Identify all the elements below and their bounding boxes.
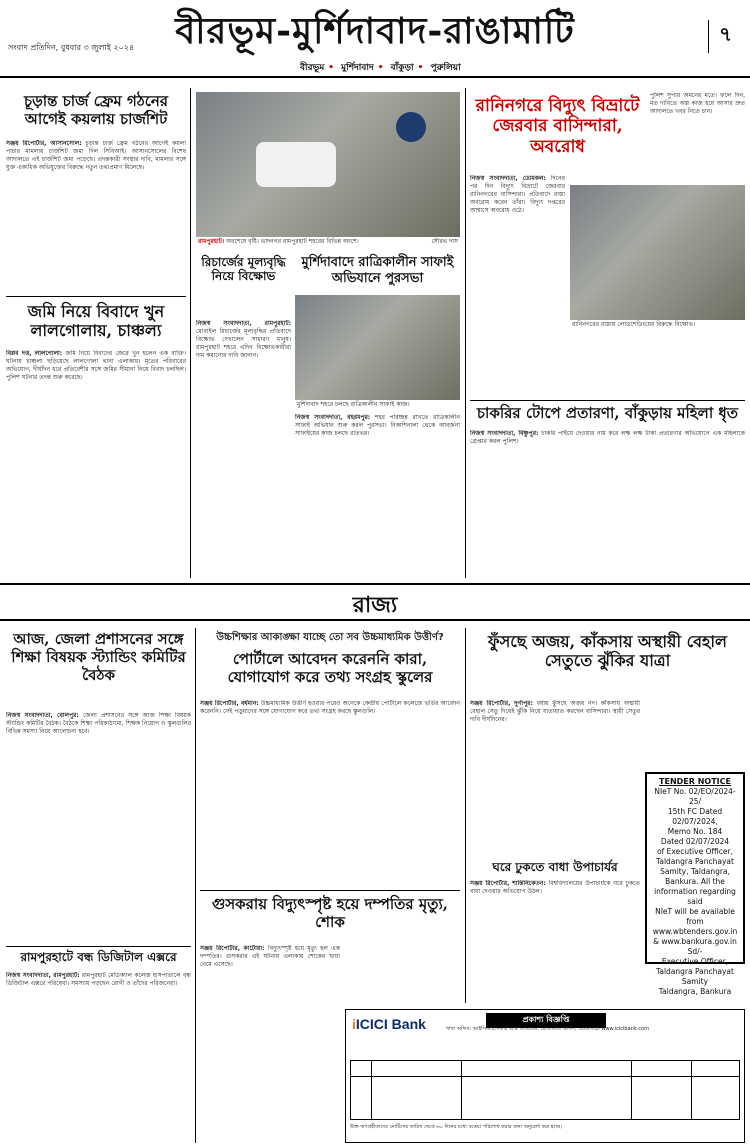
district-purulia[interactable]: পুরুলিয়া [430,63,461,73]
street-photo [196,92,460,247]
electricity-photo [570,185,745,330]
electrocution-body: সঞ্জয় রিপোর্টার, কাটোয়া: বিদ্যুৎস্পৃষ্ট হয়ে মৃত্যু হল এক দম্পতির। গুসকরার এই ঘটনায় এলাকায় শোকের ছায়া নেমে এসেছে। [200,945,340,968]
masthead [0,0,750,78]
bank-notice-text: শাখা অফিস: আইসিআইসিআই ব্যাঙ্ক লিমিটেড, রেজিস্টার্ড অফিস, ওয়েবসাইট www.icicibank.com [446,1026,649,1032]
district-bankura[interactable]: বাঁকুড়া [390,63,414,73]
section-header [0,583,750,621]
electricity-body: নিজস্ব সংবাদদাতা, ডোমকল: দিনের পর দিন বিদ্যুৎ বিভ্রাটে জেরবার রানিনগরের বাসিন্দারা। প্রতিবাদে রাস্তা অবরোধ করেন তাঁরা। বিদ্যুৎ দপ্তরের আশ্বাসে অবরোধ ওঠে। [470,175,565,214]
portal-kicker: উচ্চশিক্ষার আকাঙ্ক্ষা যাচ্ছে তো সব উচ্চমাধ্যমিক উত্তীর্ণ? [216,632,444,643]
divider [6,296,186,297]
bank-notice-title: প্রকাশ্য বিজ্ঞপ্তি [486,1013,606,1028]
digital-headline[interactable]: রামপুরহাটে বন্ধ ডিজিটাল এক্সরে [20,950,177,964]
column-rule [190,88,191,578]
cleaning-photo-caption: মুর্শিদাবাদ শহরে চলছে রাত্রিকালীন সাফাই কাজ। [295,400,460,410]
column-rule [195,628,196,1143]
page-number: ৭ [708,20,732,53]
education-headline[interactable]: আজ, জেলা প্রশাসনের সঙ্গে শিক্ষা বিষয়ক স্ট্যান্ডিং কমিটির বৈঠক [11,630,186,684]
land-headline[interactable]: জমি নিয়ে বিবাদে খুন লালগোলায়, চাঞ্চল্য [27,302,165,341]
bridge-headline[interactable]: ফুঁসছে অজয়, কাঁকসায় অস্থায়ী বেহাল সেতুতে ঝুঁকির যাত্রা [488,632,727,671]
job-fraud-headline[interactable]: চাকরির টোপে প্রতারণা, বাঁকুড়ায় মহিলা ধৃত [476,404,739,422]
portal-headline[interactable]: পোর্টালে আবেদন করেননি কারা, যোগাযোগ করে তথ্য সংগ্রহ স্কুলের [227,650,433,686]
electricity-headline[interactable]: রানিনগরে বিদ্যুৎ বিভ্রাটে জেরবার বাসিন্দারা, অবরোধ [475,96,640,157]
cleaning-headline[interactable]: মুর্শিদাবাদে রাত্রিকালীন সাফাই অভিযানে পুরসভা [301,255,454,286]
bank-notice-footer: উক্ত ঋণগ্রহীতাদের নোটিসের তারিখ থেকে ৬০ দিনের মধ্যে বকেয়া পরিশোধ করার জন্য অনুরোধ করা হচ্ছে। [350,1124,563,1130]
page-title: বীরভূম-মুর্শিদাবাদ-রাঙামাটি [175,10,575,52]
cleaning-photo [295,295,460,410]
coal-byline: সঞ্জয় রিপোর্টার, আসানসোল: [6,140,82,147]
electrocution-headline[interactable]: গুসকরায় বিদ্যুৎস্পৃষ্ট হয়ে দম্পতির মৃত্যু, শোক [211,895,449,931]
education-body: নিজস্ব সংবাদদাতা, বোলপুর: জেলা প্রশাসনের সঙ্গে আজ শিক্ষা বিষয়ক স্ট্যান্ডিং কমিটির বৈঠক। বৈঠকে শিক্ষা পরিকাঠামো, শিক্ষক নিয়োগ ও স্কুলগুলির বিভিন্ন সমস্যা নিয়ে আলোচনা হবে। [6,712,191,735]
coal-text: চূড়ান্ত চার্জ ফ্রেম গঠনের আগেই কয়লা পাচার মামলায় চার্জশিট জমা দিল সিবিআই। আসানসোলের বিশেষ আদালতে এই চার্জশিট জমা পড়েছে। তদন্তকারী সংস্থার দাবি, মামলার সঙ্গে যুক্ত একাধিক অভিযুক্তের বিরুদ্ধে নতুন তথ্যপ্রমাণ মিলেছে। [6,140,186,171]
digital-body: নিজস্ব সংবাদদাতা, রামপুরহাট: রামপুরহাট মেডিক্যাল কলেজ হাসপাতালে বন্ধ ডিজিটাল এক্সরে পরিষেবা। সমস্যায় পড়ছেন রোগী ও তাঁদের পরিজনেরা। [6,972,191,987]
district-murshidabad[interactable]: মুর্শিদাবাদ [341,63,374,73]
land-body [6,350,186,575]
column-rule [465,88,466,578]
bridge-body: সঞ্জয় রিপোর্টার, দুর্গাপুর: বর্ষায় ফুঁসছে অজয় নদ। কাঁকসায় অস্থায়ী বেহাল সেতু দিয়েই ঝুঁকি নিয়ে যাতায়াত করছেন বাসিন্দারা। স্থায়ী সেতুর দাবি দীর্ঘদিনের। [470,700,640,723]
page-date: সংবাদ প্রতিদিন, বুধবার ৩ জুলাই ২০২৪ [8,43,135,52]
electricity-photo-caption: রানিনগরের রাস্তায় লোডশেডিংয়ের বিরুদ্ধে বিক্ষোভ। [570,320,745,330]
job-fraud-body: নিজস্ব সংবাদদাতা, বিষ্ণুপুর: চাকরি পাইয়ে দেওয়ার নাম করে লক্ষ লক্ষ টাকা প্রতারণার অভিযোগে এক মহিলাকে গ্রেপ্তার করল পুলিশ। [470,430,745,445]
home-headline[interactable]: ঘরে ঢুকতে বাধা উপাচার্যর [492,860,618,874]
recharge-body: নিজস্ব সংবাদদাতা, রামপুরহাট: মোবাইল রিচার্জের মূল্যবৃদ্ধির প্রতিবাদে বিক্ষোভ দেখালেন সাধারণ মানুষ। রামপুরহাট শহরে এদিন বিক্ষোভকারীরা দাম কমানোর দাবি জানান। [196,320,291,359]
cleaning-body: নিজস্ব সংবাদদাতা, বহরমপুর: শহর পরিচ্ছন্ন রাখতে রাত্রিকালীন সাফাই অভিযান শুরু করল পুরসভা। নিকাশিনালা থেকে আবর্জনা সাফাইয়ের কাজ চলছে রাতভর। [295,414,460,437]
land-text: জমি নিয়ে বিবাদের জেরে খুন হলেন এক ব্যক্তি। ঘটনায় চাঞ্চল্য ছড়িয়েছে লালগোলা থানা এলাকায়। মৃতের পরিবারের অভিযোগ, দীর্ঘদিন ধরে প্রতিবেশীর সঙ্গে জমির সীমানা নিয়ে বিবাদ চলছিল। পুলিশ ঘটনার তদন্ত শুরু করেছে। [6,350,186,381]
section-title: রাজ্য [352,592,398,618]
icici-logo: iICICI Bank [352,1016,426,1032]
divider [470,400,745,401]
bank-notice [345,1009,745,1143]
district-birbhum[interactable]: বীরভূম [300,63,325,73]
home-body: সঞ্জয় রিপোর্টার, শান্তিনিকেতন: বিশ্ববিদ্যালয়ের উপাচার্যকে ঘরে ঢুকতে বাধা দেওয়ার অভিযোগ উঠল। [470,880,640,895]
recharge-headline[interactable]: রিচার্জের মূল্যবৃদ্ধি নিয়ে বিক্ষোভ [201,255,286,284]
tender-notice: TENDER NOTICE NIeT No. 02/EO/2024-25/ 15th FC Dated 02/07/2024, Memo No. 184 Dated 02/07/2024 of Executive Officer, Taldangra Panchayat Samity, Taldangra, Bankura. All the information regarding said NIeT will be available from www.wbtenders.gov.in & www.bankura.gov.in Sd/- Executive Officer, Taldangra Panchayat Samity Taldangra, Bankura [645,772,745,964]
land-byline: বিপ্লব দত্ত, লালগোলা: [6,350,63,357]
coal-headline[interactable]: চূড়ান্ত চার্জ ফ্রেম গঠনের আগেই কয়লায় চার্জশিট [23,92,169,128]
divider [200,890,460,891]
side-column-body: পুলিশ সুপার অমনের মতে। ফলে দিন, মত দাবিতে অল্প কাজ হয়ে আসার দ্রুত আদালতে খবর নিতে চান। [650,92,745,115]
district-list: বীরভূম • মুর্শিদাবাদ • বাঁকুড়া • পুরুলিয়া [300,63,461,73]
bank-notice-table [350,1060,740,1120]
portal-body: সঞ্জয় রিপোর্টার, বর্ধমান: উচ্চমাধ্যমিক উত্তীর্ণ হওয়ার পরেও অনেকে কেন্দ্রীয় পোর্টালে কলেজে ভর্তির আবেদন করেননি। সেই পড়ুয়াদের সঙ্গে যোগাযোগ করে তথ্য সংগ্রহ করছে স্কুলগুলি। [200,700,460,715]
column-rule [465,628,466,1003]
coal-body [6,140,186,290]
divider [6,946,191,947]
street-photo-caption: রামপুরহাট। অবশেষে বৃষ্টি। ভাদনগর রামপুরহাট শহরের বিভিন্ন অংশে। সৌরভ দাস [198,238,458,245]
